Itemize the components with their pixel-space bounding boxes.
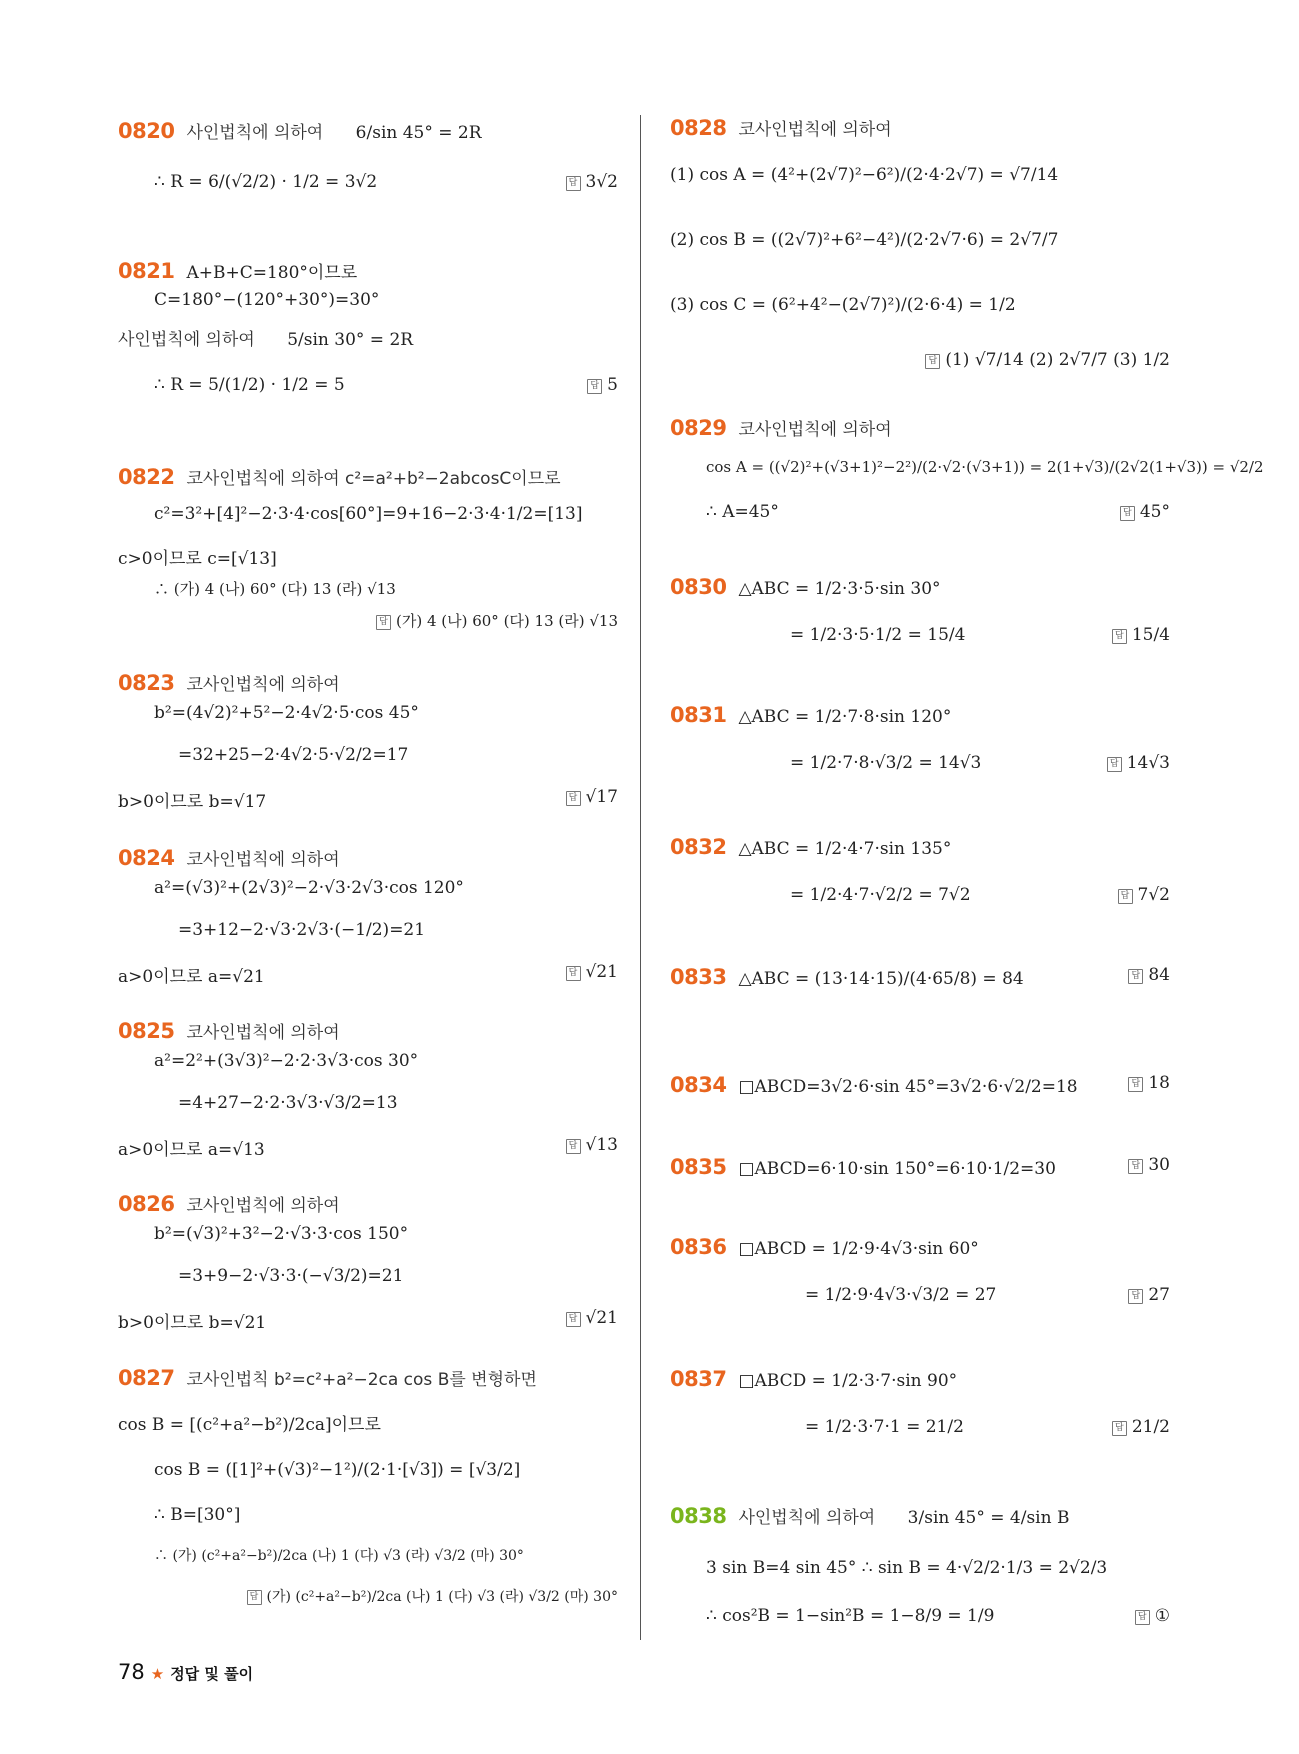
page-number: 78 [118, 1660, 145, 1684]
problem-number: 0834 [670, 1073, 727, 1097]
answer-tag-icon: 답 [1118, 889, 1133, 904]
formula: 3/sin 45° = 4/sin B [907, 1508, 1070, 1528]
answer: 답 14√3 [1107, 753, 1170, 773]
answer-tag-icon: 답 [1128, 1159, 1143, 1174]
solution-line: = 1/2·7·8·√3/2 = 14√3 [790, 753, 982, 773]
problem-number: 0836 [670, 1235, 727, 1259]
answer-tag-icon: 답 [566, 1312, 581, 1327]
problem-0838 [670, 1498, 1170, 1638]
formula: 6/sin 45° = 2R [355, 123, 482, 143]
solution-line: ∴ A=45° [706, 502, 779, 522]
solution-line: c>0이므로 c=[√13] [118, 549, 277, 569]
problem-0827 [118, 1360, 618, 1620]
problem-number: 0823 [118, 671, 175, 695]
problem-number: 0831 [670, 703, 727, 727]
formula: 5/sin 30° = 2R [287, 330, 414, 350]
answer-tag-icon: 답 [925, 354, 940, 369]
solution-line: b²=(4√2)²+5²−2·4√2·5·cos 45° [154, 703, 419, 723]
problem-number: 0824 [118, 846, 175, 870]
page-footer [118, 1660, 253, 1684]
problem-intro: 사인법칙에 의하여 [118, 330, 255, 350]
problem-number: 0829 [670, 416, 727, 440]
section-title: 정답 및 풀이 [170, 1665, 254, 1683]
problem-number: 0832 [670, 835, 727, 859]
answer-tag-icon: 답 [1128, 1077, 1143, 1092]
problem-0825 [118, 1013, 618, 1163]
answer-tag-icon: 답 [566, 966, 581, 981]
solution-line: □ABCD = 1/2·9·4√3·sin 60° [738, 1239, 979, 1259]
solution-line: a>0이므로 a=√13 [118, 1140, 265, 1160]
solution-line: a²=2²+(3√3)²−2·2·3√3·cos 30° [154, 1051, 419, 1071]
solution-line: A+B+C=180°이므로 [186, 263, 358, 283]
solution-line: =4+27−2·2·3√3·√3/2=13 [178, 1093, 398, 1113]
answer: 답 3√2 [566, 172, 618, 192]
problem-0826 [118, 1186, 618, 1336]
solution-line: ∴ B=[30°] [154, 1505, 241, 1525]
solution-line: =3+9−2·√3·3·(−√3/2)=21 [178, 1266, 404, 1286]
problem-0829 [670, 410, 1264, 530]
problem-0834 [670, 1068, 1170, 1108]
answer: 답 (1) √7/14 (2) 2√7/7 (3) 1/2 [925, 350, 1170, 370]
problem-intro: 사인법칙에 의하여 [738, 1508, 876, 1528]
problem-0833 [670, 960, 1170, 1020]
solution-line: ∴ (가) (c²+a²−b²)/2ca (나) 1 (다) √3 (라) √3/2 (마) 30° [154, 1548, 524, 1564]
answer-tag-icon: 답 [1120, 506, 1135, 521]
solution-line: c²=3²+[4]²−2·3·4·cos[60°]=9+16−2·3·4·1/2=[13] [154, 504, 583, 524]
answer-tag-icon: 답 [376, 615, 391, 630]
answer-tag-icon: 답 [566, 176, 581, 191]
problem-number: 0826 [118, 1192, 175, 1216]
answer-tag-icon: 답 [1128, 969, 1143, 984]
problem-number: 0830 [670, 575, 727, 599]
solution-line: a²=(√3)²+(2√3)²−2·√3·2√3·cos 120° [154, 878, 464, 898]
answer-tag-icon: 답 [1128, 1289, 1143, 1304]
answer-tag-icon: 답 [587, 379, 602, 394]
problem-number: 0833 [670, 965, 727, 989]
answer-tag-icon: 답 [1107, 757, 1122, 772]
solution-line: = 1/2·4·7·√2/2 = 7√2 [790, 885, 971, 905]
problem-0836 [670, 1230, 1170, 1320]
answer: 답 45° [1120, 502, 1170, 522]
solution-line: b>0이므로 b=√17 [118, 792, 267, 812]
solution-line: =3+12−2·√3·2√3·(−1/2)=21 [178, 920, 426, 940]
problem-number: 0837 [670, 1367, 727, 1391]
solution-line: ∴ R = 5/(1/2) · 1/2 = 5 [154, 375, 345, 395]
problem-intro: 코사인법칙에 의하여 [738, 420, 892, 440]
problem-number: 0825 [118, 1019, 175, 1043]
column-divider [640, 115, 641, 1640]
problem-intro: 사인법칙에 의하여 [186, 123, 324, 143]
solution-line: = 1/2·3·5·1/2 = 15/4 [790, 625, 966, 645]
solution-line: cos B = [(c²+a²−b²)/2ca]이므로 [118, 1415, 381, 1435]
problem-0830 [670, 570, 1170, 660]
solution-line: 3 sin B=4 sin 45° ∴ sin B = 4·√2/2·1/3 = 2√2/3 [706, 1558, 1108, 1578]
solution-line: □ABCD = 1/2·3·7·sin 90° [738, 1371, 958, 1391]
answer-tag-icon: 답 [566, 1139, 581, 1154]
solution-line: △ABC = 1/2·4·7·sin 135° [738, 839, 952, 859]
problem-0821 [118, 250, 618, 430]
answer-tag-icon: 답 [247, 1590, 262, 1605]
answer-tag-icon: 답 [1112, 1421, 1127, 1436]
answer: 답 21/2 [1112, 1417, 1170, 1437]
answer: 답 (가) 4 (나) 60° (다) 13 (라) √13 [376, 610, 618, 631]
problem-0823 [118, 665, 618, 815]
answer: 답 30 [1128, 1155, 1170, 1175]
solution-line: b>0이므로 b=√21 [118, 1313, 267, 1333]
problem-intro: 코사인법칙에 의하여 c²=a²+b²−2abcosC이므로 [186, 469, 561, 489]
solution-line: □ABCD=6·10·sin 150°=6·10·1/2=30 [738, 1159, 1056, 1179]
problem-0835 [670, 1150, 1170, 1190]
answer: 답 27 [1128, 1285, 1170, 1305]
solution-line: △ABC = 1/2·3·5·sin 30° [738, 579, 941, 599]
answer: 답 √21 [566, 1308, 618, 1328]
solution-line: △ABC = (13·14·15)/(4·65/8) = 84 [738, 969, 1024, 989]
problem-intro: 코사인법칙에 의하여 [186, 850, 340, 870]
problem-number: 0838 [670, 1504, 727, 1528]
problem-0828 [670, 110, 1170, 380]
solution-line: △ABC = 1/2·7·8·sin 120° [738, 707, 952, 727]
problem-number: 0827 [118, 1366, 175, 1390]
solution-line: ∴ cos²B = 1−sin²B = 1−8/9 = 1/9 [706, 1606, 995, 1626]
problem-number: 0820 [118, 119, 175, 143]
solution-line: = 1/2·9·4√3·√3/2 = 27 [805, 1285, 997, 1305]
problem-intro: 코사인법칙에 의하여 [738, 120, 892, 140]
solution-line: C=180°−(120°+30°)=30° [154, 290, 380, 310]
problem-intro: 코사인법칙에 의하여 [186, 1023, 340, 1043]
answer: 답 √17 [566, 787, 618, 807]
solution-line: ∴ R = 6/(√2/2) · 1/2 = 3√2 [154, 172, 378, 192]
problem-intro: 코사인법칙에 의하여 [186, 1196, 340, 1216]
answer: 답 5 [587, 375, 618, 395]
solution-line: cos A = ((√2)²+(√3+1)²−2²)/(2·√2·(√3+1)) = 2(1+√3)/(2√2(1+√3)) = √2/2 [706, 458, 1264, 476]
solution-line: cos B = ([1]²+(√3)²−1²)/(2·1·[√3]) = [√3/2] [154, 1460, 521, 1480]
solution-line: b²=(√3)²+3²−2·√3·3·cos 150° [154, 1224, 409, 1244]
problem-0820 [118, 110, 618, 220]
problem-intro: 코사인법칙 b²=c²+a²−2ca cos B를 변형하면 [186, 1370, 537, 1390]
solution-line: (2) cos B = ((2√7)²+6²−4²)/(2·2√7·6) = 2√7/7 [670, 230, 1059, 250]
star-icon: ★ [150, 1665, 165, 1683]
problem-number: 0821 [118, 259, 175, 283]
problem-number: 0835 [670, 1155, 727, 1179]
answer: 답 (가) (c²+a²−b²)/2ca (나) 1 (다) √3 (라) √3/2 (마) 30° [247, 1586, 618, 1606]
problem-0824 [118, 840, 618, 990]
solution-line: ∴ (가) 4 (나) 60° (다) 13 (라) √13 [154, 580, 396, 598]
problem-number: 0822 [118, 465, 175, 489]
solution-line: a>0이므로 a=√21 [118, 967, 265, 987]
answer: 답 √21 [566, 962, 618, 982]
answer: 답 15/4 [1112, 625, 1170, 645]
solution-line: □ABCD=3√2·6·sin 45°=3√2·6·√2/2=18 [738, 1077, 1078, 1097]
problem-0831 [670, 698, 1170, 788]
answer: 답 7√2 [1118, 885, 1170, 905]
solution-line: (1) cos A = (4²+(2√7)²−6²)/(2·4·2√7) = √7/14 [670, 165, 1059, 185]
solution-line: (3) cos C = (6²+4²−(2√7)²)/(2·6·4) = 1/2 [670, 295, 1016, 315]
solution-line: =32+25−2·4√2·5·√2/2=17 [178, 745, 409, 765]
answer: 답 √13 [566, 1135, 618, 1155]
problem-0832 [670, 830, 1170, 920]
answer-tag-icon: 답 [1112, 629, 1127, 644]
solution-line: = 1/2·3·7·1 = 21/2 [805, 1417, 964, 1437]
problem-0822 [118, 456, 618, 636]
answer: 답 84 [1128, 965, 1170, 985]
answer: 답 18 [1128, 1073, 1170, 1093]
problem-0837 [670, 1362, 1170, 1452]
answer-tag-icon: 답 [1135, 1610, 1150, 1625]
answer-tag-icon: 답 [566, 791, 581, 806]
problem-intro: 코사인법칙에 의하여 [186, 675, 340, 695]
problem-number: 0828 [670, 116, 727, 140]
answer: 답 ① [1135, 1606, 1170, 1626]
